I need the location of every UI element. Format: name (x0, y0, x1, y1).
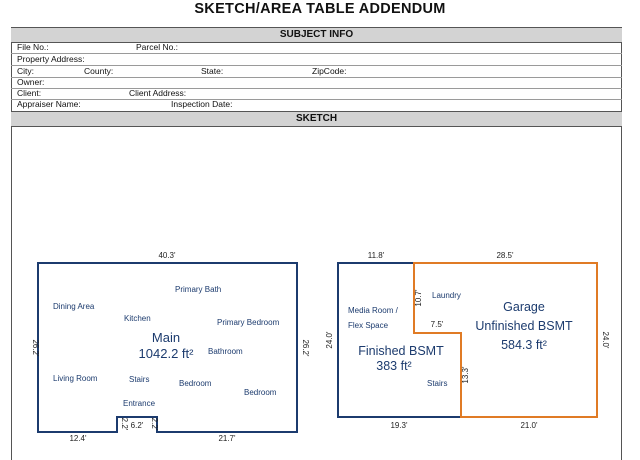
main-area-name: Main (151, 330, 181, 345)
room-bathroom: Bathroom (208, 347, 243, 356)
page-title: SKETCH/AREA TABLE ADDENDUM (194, 1, 446, 17)
garage-name: Garage (503, 300, 545, 314)
main-area-value: 1042.2 ft² (138, 346, 194, 361)
parcel-no-label: Parcel No.: (136, 42, 179, 52)
city-label: City: (17, 66, 34, 76)
main-bottom-right-dim: 21.7' (218, 434, 236, 443)
room-stairs-main: Stairs (129, 375, 150, 384)
room-primary-bedroom: Primary Bedroom (217, 318, 280, 327)
subject-info-header: SUBJECT INFO (11, 27, 622, 43)
garage-subname: Unfinished BSMT (475, 319, 573, 333)
main-bottom-left-dim: 12.4' (69, 434, 87, 443)
room-flex-space: Flex Space (348, 321, 389, 330)
owner-label: Owner: (17, 77, 45, 87)
inspection-date-label: Inspection Date: (171, 99, 233, 109)
property-address-label: Property Address: (17, 54, 85, 64)
bsmt-area-name: Finished BSMT (358, 344, 444, 358)
garage-bottom-dim: 21.0' (520, 421, 538, 430)
room-entrance: Entrance (123, 399, 156, 408)
room-dining-area: Dining Area (53, 302, 95, 311)
file-no-label: File No.: (17, 42, 49, 52)
client-address-label: Client Address: (129, 88, 187, 98)
bsmt-area-value: 383 ft² (376, 359, 412, 373)
appraiser-name-label: Appraiser Name: (17, 99, 81, 109)
garage-top-dim: 28.5' (496, 251, 514, 260)
bsmt-inner-vertical-dim: 10.7' (414, 289, 423, 307)
room-stairs-bsmt: Stairs (427, 379, 448, 388)
bsmt-inner-horizontal-dim: 7.5' (430, 320, 444, 329)
room-bedroom-2: Bedroom (244, 388, 277, 397)
room-living-room: Living Room (53, 374, 98, 383)
room-media-room: Media Room / (348, 306, 398, 315)
bsmt-bottom-dim: 19.3' (390, 421, 408, 430)
sketch-header: SKETCH (11, 111, 622, 127)
finished-bsmt-outline (338, 263, 461, 417)
zipcode-label: ZipCode: (312, 66, 347, 76)
county-label: County: (84, 66, 114, 76)
main-notch-right-dim: 2.2' (150, 417, 159, 431)
room-laundry: Laundry (432, 291, 461, 300)
main-top-dim: 40.3' (158, 251, 176, 260)
room-primary-bath: Primary Bath (175, 285, 222, 294)
bsmt-top-dim: 11.8' (367, 251, 385, 260)
main-right-dim: 26.2' (301, 339, 310, 357)
main-notch-width-dim: 6.2' (130, 421, 144, 430)
room-bedroom-1: Bedroom (179, 379, 212, 388)
main-notch-left-dim: 2.2' (120, 417, 129, 431)
client-label: Client: (17, 88, 42, 98)
garage-right-dim: 24.0' (601, 331, 610, 349)
state-label: State: (201, 66, 224, 76)
bsmt-step-dim: 13.3' (461, 366, 470, 384)
garage-area-value: 584.3 ft² (501, 338, 547, 352)
main-left-dim: 26.2' (31, 339, 40, 357)
room-kitchen: Kitchen (124, 314, 151, 323)
bsmt-left-dim: 24.0' (325, 331, 334, 349)
